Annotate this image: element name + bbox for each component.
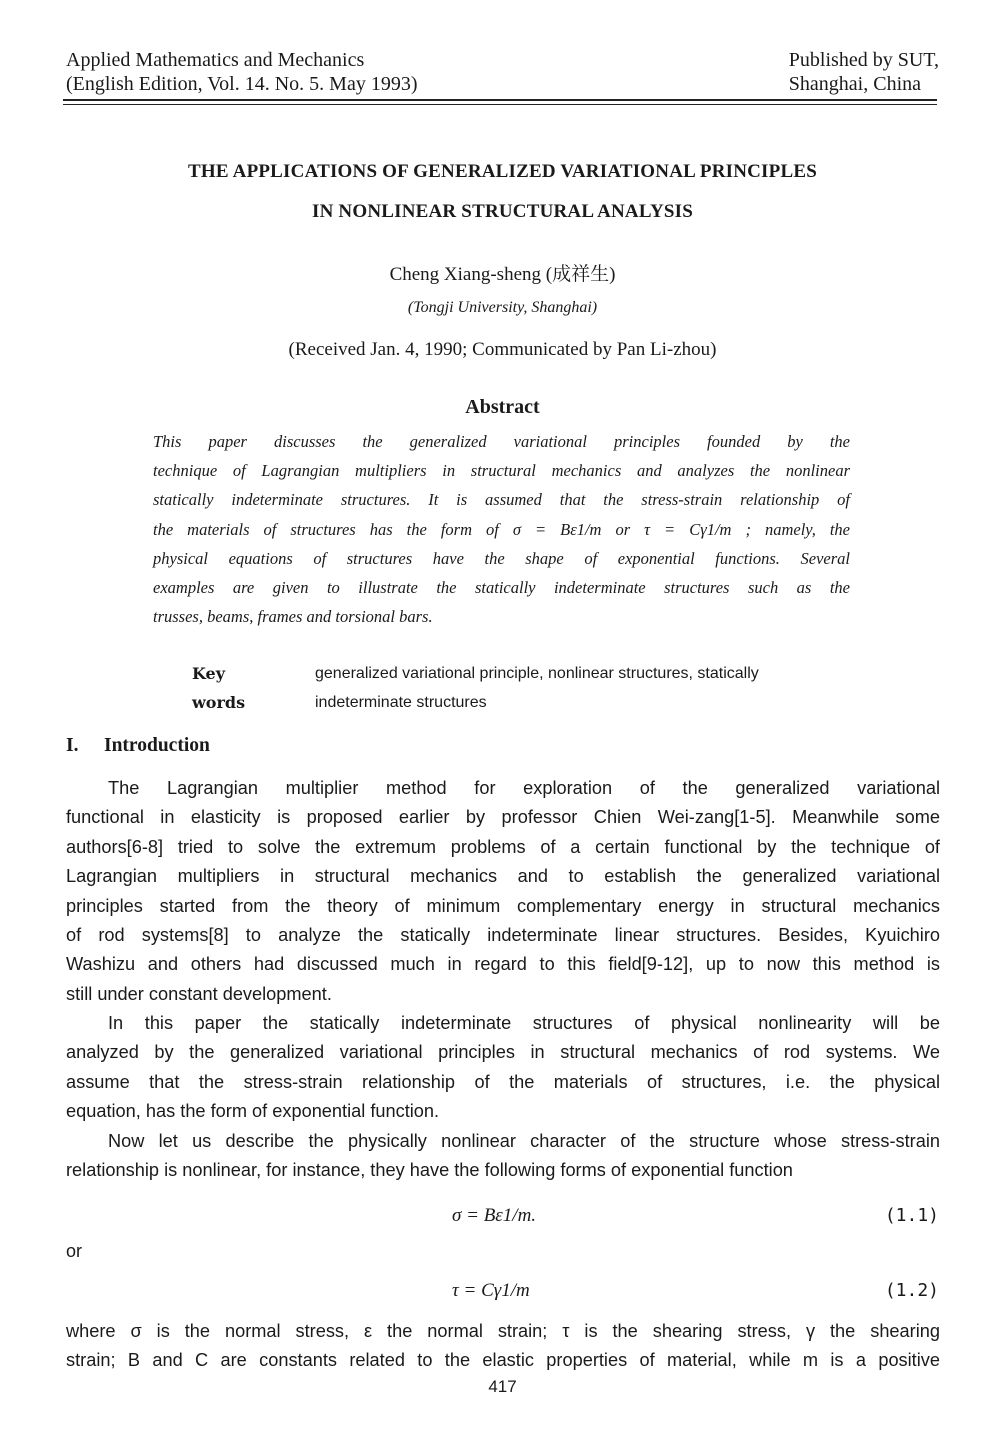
text-line: The Lagrangian multiplier method for exploration of the generalized variational (108, 778, 940, 798)
abstract-line: This paper discusses the generalized variational principles founded by the (153, 432, 850, 451)
section-title: Introduction (104, 735, 210, 756)
author-name: Cheng Xiang-sheng (成祥生) (389, 264, 616, 285)
text-line: principles started from the theory of minimum complementary energy in structural mechanics (66, 895, 940, 916)
equation-expression: τ = Cγ1/m (452, 1280, 530, 1301)
publisher-location: Shanghai, China (788, 73, 922, 95)
abstract-line: physical equations of structures have the shape of exponential functions. Several (153, 548, 850, 568)
equation-connector: or (66, 1241, 83, 1261)
text-line: functional in elasticity is proposed earlier by professor Chien Wei-zang[1-5]. Meanwhile some (66, 807, 940, 828)
text-line: of rod systems[8] to analyze the statically indeterminate linear structures. Besides, Kyuichiro (66, 925, 940, 946)
text-line: authors[6-8] tried to solve the extremum problems of a certain functional by the technique of (66, 836, 940, 857)
keywords-line: indeterminate structures (315, 694, 487, 711)
author-affiliation: (Tongji University, Shanghai) (407, 299, 598, 316)
page-number: 417 (488, 1377, 517, 1396)
abstract-line: statically indeterminate structures. It is assumed that the stress-strain relationship of (153, 490, 850, 510)
journal-header (66, 48, 939, 96)
equation-number: (1.1) (884, 1205, 939, 1226)
text-line: Lagrangian multipliers in structural mechanics and to establish the generalized variational (66, 866, 940, 887)
abstract-line: trusses, beams, frames and torsional bars. (153, 607, 433, 627)
header-rule-thick (63, 99, 937, 101)
equation-number: (1.2) (884, 1280, 939, 1301)
received-note: (Received Jan. 4, 1990; Communicated by Pan Li-zhou) (288, 339, 717, 360)
text-line: Now let us describe the physically nonlinear character of the structure whose stress-strain (108, 1131, 940, 1151)
equation-expression: σ = Bε1/m. (452, 1205, 537, 1226)
text-line: strain; B and C are constants related to the elastic properties of material, while m is a positive (66, 1350, 940, 1371)
abstract-line: technique of Lagrangian multipliers in structural mechanics and analyzes the nonlinear (153, 461, 850, 481)
paragraph-1 (66, 774, 940, 1009)
text-line: where σ is the normal stress, ε the normal strain; τ is the shearing stress, γ the shearing (66, 1321, 940, 1341)
text-line: relationship is nonlinear, for instance, they have the following forms of exponential function (66, 1160, 793, 1181)
keywords-text (315, 659, 855, 717)
abstract-line: examples are given to illustrate the statically indeterminate structures such as the (153, 578, 850, 598)
paragraph-4 (66, 1317, 940, 1376)
paragraph-2 (66, 1009, 940, 1127)
text-line: analyzed by the generalized variational principles in structural mechanics of rod systems. We (66, 1042, 940, 1063)
paper-title-line1: THE APPLICATIONS OF GENERALIZED VARIATIONAL PRINCIPLES (188, 161, 817, 182)
text-line: still under constant development. (66, 983, 332, 1004)
text-line: Washizu and others had discussed much in regard to this field[9-12], up to now this method is (66, 954, 940, 975)
journal-issue: (English Edition, Vol. 14. No. 5. May 1993) (66, 73, 418, 95)
publisher-name: Published by SUT, (788, 49, 939, 71)
text-line: In this paper the statically indeterminate structures of physical nonlinearity will be (108, 1013, 940, 1033)
publisher-info (789, 48, 939, 96)
journal-info (66, 48, 417, 96)
keywords-label: Key words (192, 664, 246, 712)
paragraph-3 (66, 1127, 940, 1186)
text-line: equation, has the form of exponential function. (66, 1101, 440, 1122)
header-rule-thin (63, 104, 937, 105)
abstract-heading: Abstract (465, 396, 540, 418)
section-number: I. (66, 735, 79, 756)
section-heading (66, 735, 210, 757)
abstract-line: the materials of structures has the form of σ = Bε1/m or τ = Cγ1/m ; namely, the (153, 519, 850, 539)
paper-title-line2: IN NONLINEAR STRUCTURAL ANALYSIS (311, 201, 694, 222)
abstract-body (153, 427, 850, 631)
keywords-line: generalized variational principle, nonlinear structures, statically (315, 665, 759, 682)
journal-title: Applied Mathematics and Mechanics (66, 49, 365, 71)
text-line: assume that the stress-strain relationship of the materials of structures, i.e. the physical (66, 1071, 940, 1092)
